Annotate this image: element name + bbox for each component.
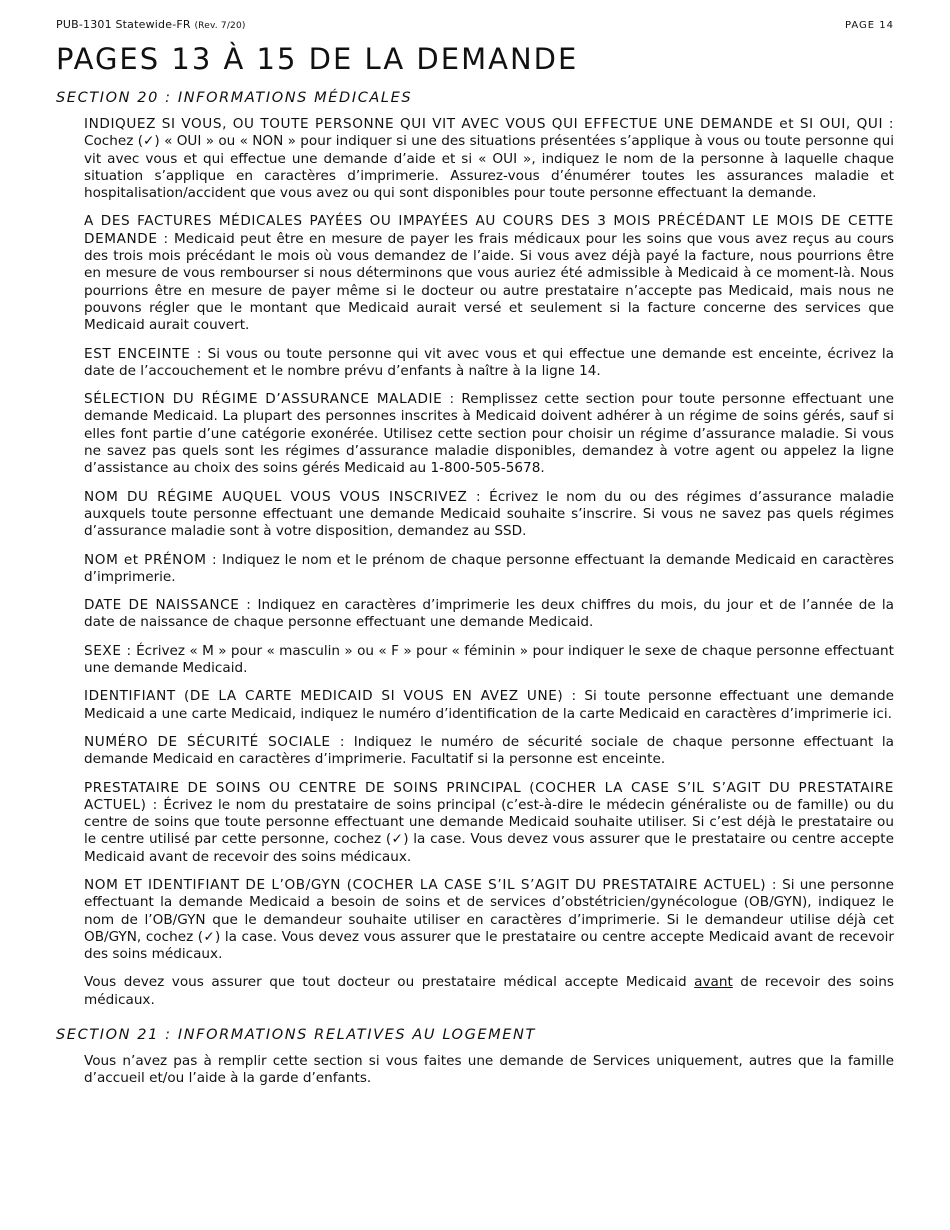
page-header bbox=[56, 18, 894, 38]
section-21-heading: SECTION 21 : INFORMATIONS RELATIVES AU LOGEMENT bbox=[56, 1027, 536, 1044]
instruction-factures-medicales bbox=[84, 213, 894, 334]
closing-text-before: Vous devez vous assurer que tout docteur ou prestataire médical accepte Medicaid bbox=[84, 974, 695, 991]
instruction-text: Medicaid peut être en mesure de payer les frais médicaux pour les soins que vous avez reçus au cours des trois mois précédant le mois où vous demandez de l’aide. Si vous avez déjà payé la facture, nous pourrions être en mesure de vous rembourser si nous déterminons que vous auriez été admissible à Medicaid à ce moment-là. Nous pourrions être en mesure de payer même si le docteur ou autre prestataire n’accepte pas Medicaid, mais nous ne pouvons régler que le montant que Medicaid aurait versé et seulement si la facture concerne des services que Medicaid aurait couvert. bbox=[84, 230, 894, 334]
instruction-prestataire-principal bbox=[84, 780, 894, 866]
instruction-lead: DATE DE NAISSANCE : bbox=[84, 597, 252, 614]
instruction-sexe bbox=[84, 643, 894, 678]
instruction-selection-regime bbox=[84, 391, 894, 477]
page-title: PAGES 13 À 15 DE LA DEMANDE bbox=[56, 42, 579, 76]
section-20-heading: SECTION 20 : INFORMATIONS MÉDICALES bbox=[56, 90, 413, 106]
instruction-date-naissance bbox=[84, 597, 894, 632]
instruction-lead: NUMÉRO DE SÉCURITÉ SOCIALE : bbox=[84, 733, 346, 750]
instruction-lead: NOM et PRÉNOM : bbox=[84, 551, 218, 568]
closing-emphasis: avant bbox=[694, 974, 733, 991]
instruction-nom-du-regime bbox=[84, 489, 894, 541]
instruction-indiquez-si-vous bbox=[84, 116, 894, 202]
instruction-identifiant bbox=[84, 688, 894, 723]
closing-text-after: de recevoir des soins médicaux. bbox=[84, 974, 894, 1008]
instruction-lead: PRESTATAIRE DE SOINS OU CENTRE DE SOINS PRINCIPAL (COCHER LA CASE S’IL S’AGIT DU PRESTATAIRE ACTUEL) : bbox=[84, 779, 894, 813]
instruction-text: Indiquez en caractères d’imprimerie les deux chiffres du mois, du jour et de l’année de la date de naissance de chaque personne effectuant une demande Medicaid. bbox=[84, 597, 894, 631]
instruction-lead: EST ENCEINTE : bbox=[84, 345, 202, 362]
instruction-lead: IDENTIFIANT (DE LA CARTE MEDICAID SI VOUS EN AVEZ UNE) : bbox=[84, 688, 577, 705]
instruction-text: Si toute personne effectuant une demande Medicaid a une carte Medicaid, indiquez le numéro d’identification de la carte Medicaid en caractères d’imprimerie ici. bbox=[84, 688, 894, 722]
instruction-text: Écrivez le nom du prestataire de soins principal (c’est-à-dire le médecin généraliste ou de famille) ou du centre de soins que toute personne effectuant une demande Medicaid souhaite utiliser. Si c’est déjà le prestataire ou le centre utilisé par cette personne, cochez (✓) la case. Vous devez vous assurer que le prestataire ou centre accepte Medicaid avant de recevoir des soins médicaux. bbox=[84, 796, 894, 865]
instruction-text: Remplissez cette section pour toute personne effectuant une demande Medicaid. La plupart des personnes inscrites à Medicaid doivent adhérer à un régime de soins gérés, sauf si elles font partie d’une catégorie exonérée. Utilisez cette section pour choisir un régime d’assurance maladie. Si vous ne savez pas quels sont les régimes d’assurance maladie disponibles, demandez à votre agent ou appelez la ligne d’assistance au choix des soins gérés Medicaid au 1-800-505-5678. bbox=[84, 391, 894, 477]
instruction-text: Indiquez le nom et le prénom de chaque personne effectuant la demande Medicaid en caractères d’imprimerie. bbox=[84, 551, 895, 585]
instruction-lead: NOM ET IDENTIFIANT DE L’OB/GYN (COCHER LA CASE S’IL S’AGIT DU PRESTATAIRE ACTUEL) : bbox=[84, 876, 778, 893]
instruction-est-enceinte bbox=[84, 346, 894, 381]
instruction-text: Écrivez le nom du ou des régimes d’assurance maladie auxquels toute personne effectuant une demande Medicaid souhaite s’inscrire. Si vous ne savez pas quels régimes d’assurance maladie sont à votre disposition, demandez au SSD. bbox=[84, 488, 894, 540]
form-identifier bbox=[56, 18, 246, 31]
instruction-ob-gyn bbox=[84, 877, 894, 963]
instruction-lead: A DES FACTURES MÉDICALES PAYÉES OU IMPAYÉES AU COURS DES 3 MOIS PRÉCÉDANT LE MOIS DE CETTE DEMANDE : bbox=[84, 213, 894, 247]
instruction-lead: SÉLECTION DU RÉGIME D’ASSURANCE MALADIE : bbox=[84, 391, 455, 408]
instruction-securite-sociale bbox=[84, 734, 894, 769]
closing-note bbox=[84, 974, 894, 1009]
form-id: PUB-1301 Statewide-FR bbox=[56, 18, 191, 31]
instruction-lead: INDIQUEZ SI VOUS, OU TOUTE PERSONNE QUI VIT AVEC VOUS QUI EFFECTUE UNE DEMANDE et SI OUI, QUI : bbox=[84, 116, 894, 132]
section-21-text: Vous n’avez pas à remplir cette section si vous faites une demande de Services uniquement, autres que la famille d’accueil et/ou l’aide à la garde d’enfants. bbox=[84, 1053, 894, 1087]
page-number: PAGE 14 bbox=[844, 20, 894, 31]
instruction-nom-prenom bbox=[84, 552, 894, 587]
instruction-text: Si une personne effectuant la demande Medicaid a besoin de soins et de services d’obstétricien/gynécologue (OB/GYN), indiquez le nom de l’OB/GYN que le demandeur souhaite utiliser en caractères d’imprimerie. Si le demandeur utilise déjà cet OB/GYN, cochez (✓) la case. Vous devez vous assurer que le prestataire ou centre accepte Medicaid avant de recevoir des soins médicaux. bbox=[84, 876, 894, 963]
instruction-text: Cochez (✓) « OUI » ou « NON » pour indiquer si une des situations présentées s’applique à vous ou toute personne qui vit avec vous et qui effectue une demande d’aide et si « OUI », indiquez le nom de la personne à laquelle chaque situation s’applique en caractères d’imprimerie. Assurez-vous d’énumérer toutes les assurances maladie et hospitalisation/accident que vous avez ou qui sont disponibles pour toute personne effectuant la demande. bbox=[84, 133, 894, 202]
form-revision: (Rev. 7/20) bbox=[194, 21, 246, 31]
instruction-lead: SEXE : bbox=[84, 642, 132, 659]
instruction-text: Indiquez le numéro de sécurité sociale de chaque personne effectuant la demande Medicaid en caractères d’imprimerie. Facultatif si la personne est enceinte. bbox=[84, 733, 894, 768]
instruction-text: Si vous ou toute personne qui vit avec vous et qui effectue une demande est enceinte, écrivez la date de l’accouchement et le nombre prévu d’enfants à naître à la ligne 14. bbox=[84, 345, 895, 379]
instruction-lead: NOM DU RÉGIME AUQUEL VOUS VOUS INSCRIVEZ : bbox=[84, 488, 482, 505]
instruction-text: Écrivez « M » pour « masculin » ou « F » pour « féminin » pour indiquer le sexe de chaque personne effectuant une demande Medicaid. bbox=[84, 642, 894, 677]
